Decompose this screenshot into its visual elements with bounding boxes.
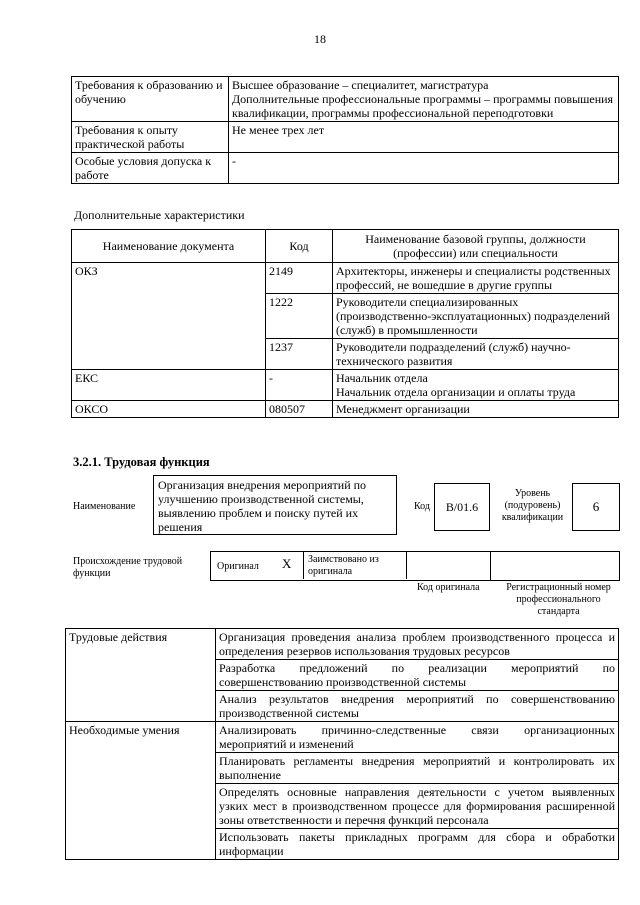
original-label: Оригинал — [217, 561, 259, 572]
eks-cell: ЕКС — [72, 370, 266, 401]
header-code: Код — [266, 230, 333, 263]
header-doc: Наименование документа — [72, 230, 266, 263]
req-value-line: Высшее образование – специалитет, магистратура — [232, 78, 489, 92]
action-item: Организация проведения анализа проблем производственного процесса и определения резервов использования трудовых ресурсов — [216, 629, 619, 660]
origin-divider — [490, 551, 491, 581]
okz-name: Руководители подразделений (служб) научно-технического развития — [333, 339, 619, 370]
actions-table — [65, 628, 619, 860]
req-label-conditions: Особые условия допуска к работе — [72, 153, 229, 184]
name-label: Наименование — [73, 501, 136, 512]
req-value-education — [229, 77, 619, 122]
table-row — [72, 263, 619, 294]
eks-name-line: Начальник отдела организации и оплаты труда — [336, 385, 576, 399]
req-label-education: Требования к образованию и обучению — [72, 77, 229, 122]
skill-item: Определять основные направления деятельности с учетом выявленных узких мест в производственном процессе для формирования расширенной зоны ответственности и перечня функций персонала — [216, 784, 619, 829]
table-row — [72, 153, 619, 184]
eks-name-line: Начальник отдела — [336, 371, 428, 385]
table-row — [72, 77, 619, 122]
function-name: Организация внедрения мероприятий по улучшению производственной системы, выявлению проблем и поиску путей их решения — [153, 475, 397, 535]
table-row — [72, 122, 619, 153]
code-original-label: Код оригинала — [417, 582, 480, 593]
okso-code: 080507 — [266, 401, 333, 418]
req-value-line: Дополнительные профессиональные программы – программы повышения квалификации, программы профессиональной переподготовки — [232, 92, 614, 120]
header-name: Наименование базовой группы, должности (профессии) или специальности — [333, 230, 619, 263]
req-value-conditions: - — [229, 153, 619, 184]
okz-cell: ОКЗ — [72, 263, 266, 370]
eks-code: - — [266, 370, 333, 401]
okso-cell: ОКСО — [72, 401, 266, 418]
page-number: 18 — [314, 32, 326, 46]
action-item: Анализ результатов внедрения мероприятий по совершенствованию производственной системы — [216, 691, 619, 722]
skills-label: Необходимые умения — [66, 722, 216, 860]
req-value-experience: Не менее трех лет — [229, 122, 619, 153]
origin-label: Происхождение трудовой функции — [73, 556, 183, 579]
requirements-table — [71, 76, 619, 184]
reg-number-label: Регистрационный номер профессионального стандарта — [506, 582, 611, 617]
okz-code: 1237 — [266, 339, 333, 370]
okso-name: Менеджмент организации — [333, 401, 619, 418]
level-label: Уровень (подуровень) квалификации — [501, 488, 564, 523]
skill-item: Анализировать причинно-следственные связи организационных мероприятий и изменений — [216, 722, 619, 753]
function-level: 6 — [572, 483, 620, 531]
req-label-experience: Требования к опыту практической работы — [72, 122, 229, 153]
table-row — [72, 370, 619, 401]
code-label: Код — [414, 501, 430, 512]
table-row — [66, 629, 619, 660]
okz-code: 2149 — [266, 263, 333, 294]
function-code: B/01.6 — [434, 483, 490, 531]
section-title: 3.2.1. Трудовая функция — [73, 455, 210, 469]
table-row — [66, 722, 619, 753]
table-row — [72, 401, 619, 418]
okz-name: Архитекторы, инженеры и специалисты родственных профессий, не вошедшие в другие группы — [333, 263, 619, 294]
borrowed-label: Заимствовано из оригинала — [308, 554, 379, 577]
skill-item: Использовать пакеты прикладных программ для сбора и обработки информации — [216, 829, 619, 860]
eks-names — [333, 370, 619, 401]
origin-box — [210, 551, 620, 581]
additional-title: Дополнительные характеристики — [74, 208, 245, 222]
original-mark: X — [282, 556, 292, 571]
action-item: Разработка предложений по реализации мероприятий по совершенствованию производственной системы — [216, 660, 619, 691]
okz-name: Руководители специализированных (производственно-эксплуатационных) подразделений (служб) в промышленности — [333, 294, 619, 339]
table-header-row — [72, 230, 619, 263]
skill-item: Планировать регламенты внедрения мероприятий и контролировать их выполнение — [216, 753, 619, 784]
okz-code: 1222 — [266, 294, 333, 339]
actions-label: Трудовые действия — [66, 629, 216, 722]
characteristics-table — [71, 229, 619, 418]
